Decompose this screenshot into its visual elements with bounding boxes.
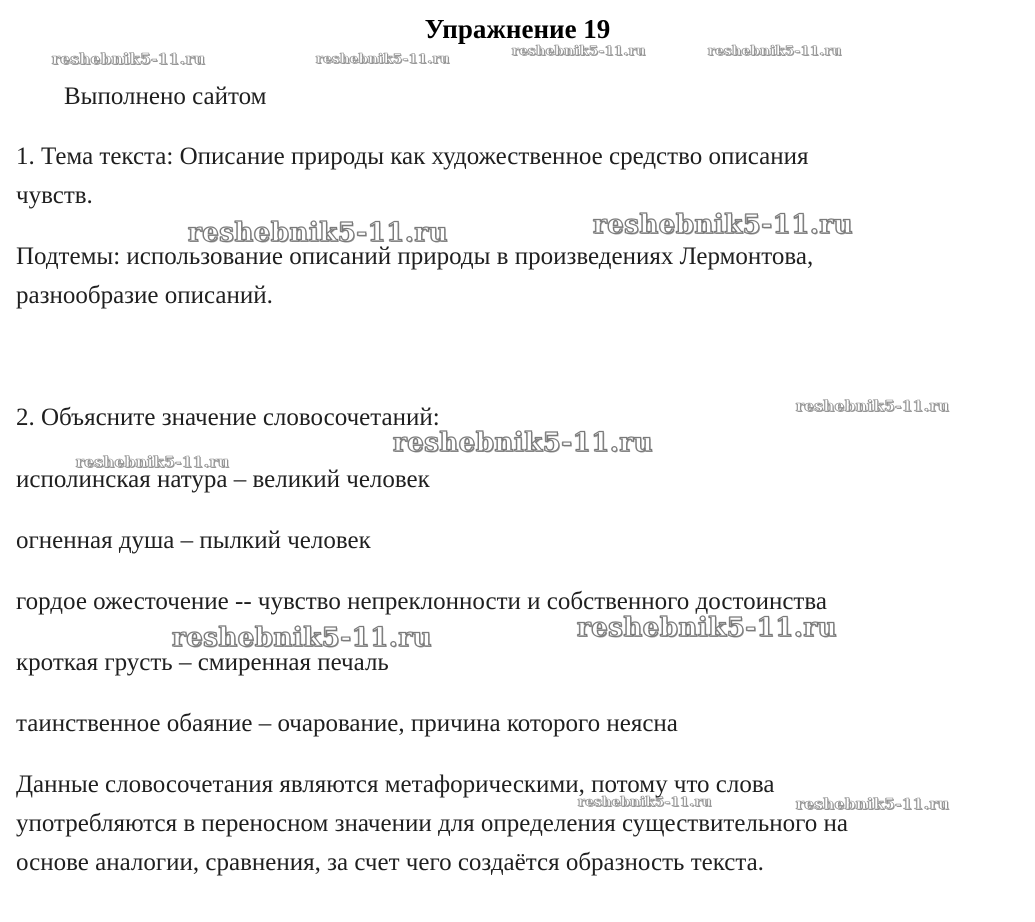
conclusion-line-1: Данные словосочетания являются метафорическими, потому что слова [16,771,775,798]
phrase-2: огненная душа – пылкий человек [16,527,371,554]
watermark: reshebnik5-11.ru [76,453,230,471]
phrase-1: исполинская натура – великий человек [16,466,430,493]
conclusion-line-3: основе аналогии, сравнения, за счет чего создаётся образность текста. [16,849,764,876]
watermark: reshebnik5-11.ru [393,428,654,458]
phrase-4: кроткая грусть – смиренная печаль [16,649,389,676]
watermark: reshebnik5-11.ru [52,50,206,68]
task-2-heading: 2. Объясните значение словосочетаний: [16,404,440,431]
watermark: reshebnik5-11.ru [577,613,838,643]
conclusion-line-2: употребляются в переносном значении для определения существительного на [16,810,849,837]
watermark: reshebnik5-11.ru [512,44,647,59]
phrase-5: таинственное обаяние – очарование, причина которого неясна [16,710,678,737]
watermark: reshebnik5-11.ru [796,795,950,813]
watermark: reshebnik5-11.ru [593,210,854,240]
watermark: reshebnik5-11.ru [316,52,451,67]
intro-text: Выполнено сайтом [64,83,267,110]
theme-line-1: 1. Тема текста: Описание природы как художественное средство описания [16,143,809,170]
watermark: reshebnik5-11.ru [708,44,843,59]
phrase-3: гордое ожесточение -- чувство непреклонности и собственного достоинства [16,588,827,615]
watermark: reshebnik5-11.ru [188,218,449,248]
watermark: reshebnik5-11.ru [578,795,713,810]
subthemes-line-2: разнообразие описаний. [16,282,273,309]
theme-line-2: чувств. [16,182,93,209]
watermark: reshebnik5-11.ru [172,623,433,653]
watermark: reshebnik5-11.ru [796,397,950,415]
page-title: Упражнение 19 [424,14,611,44]
subthemes-line-1: Подтемы: использование описаний природы в произведениях Лермонтова, [16,243,814,270]
